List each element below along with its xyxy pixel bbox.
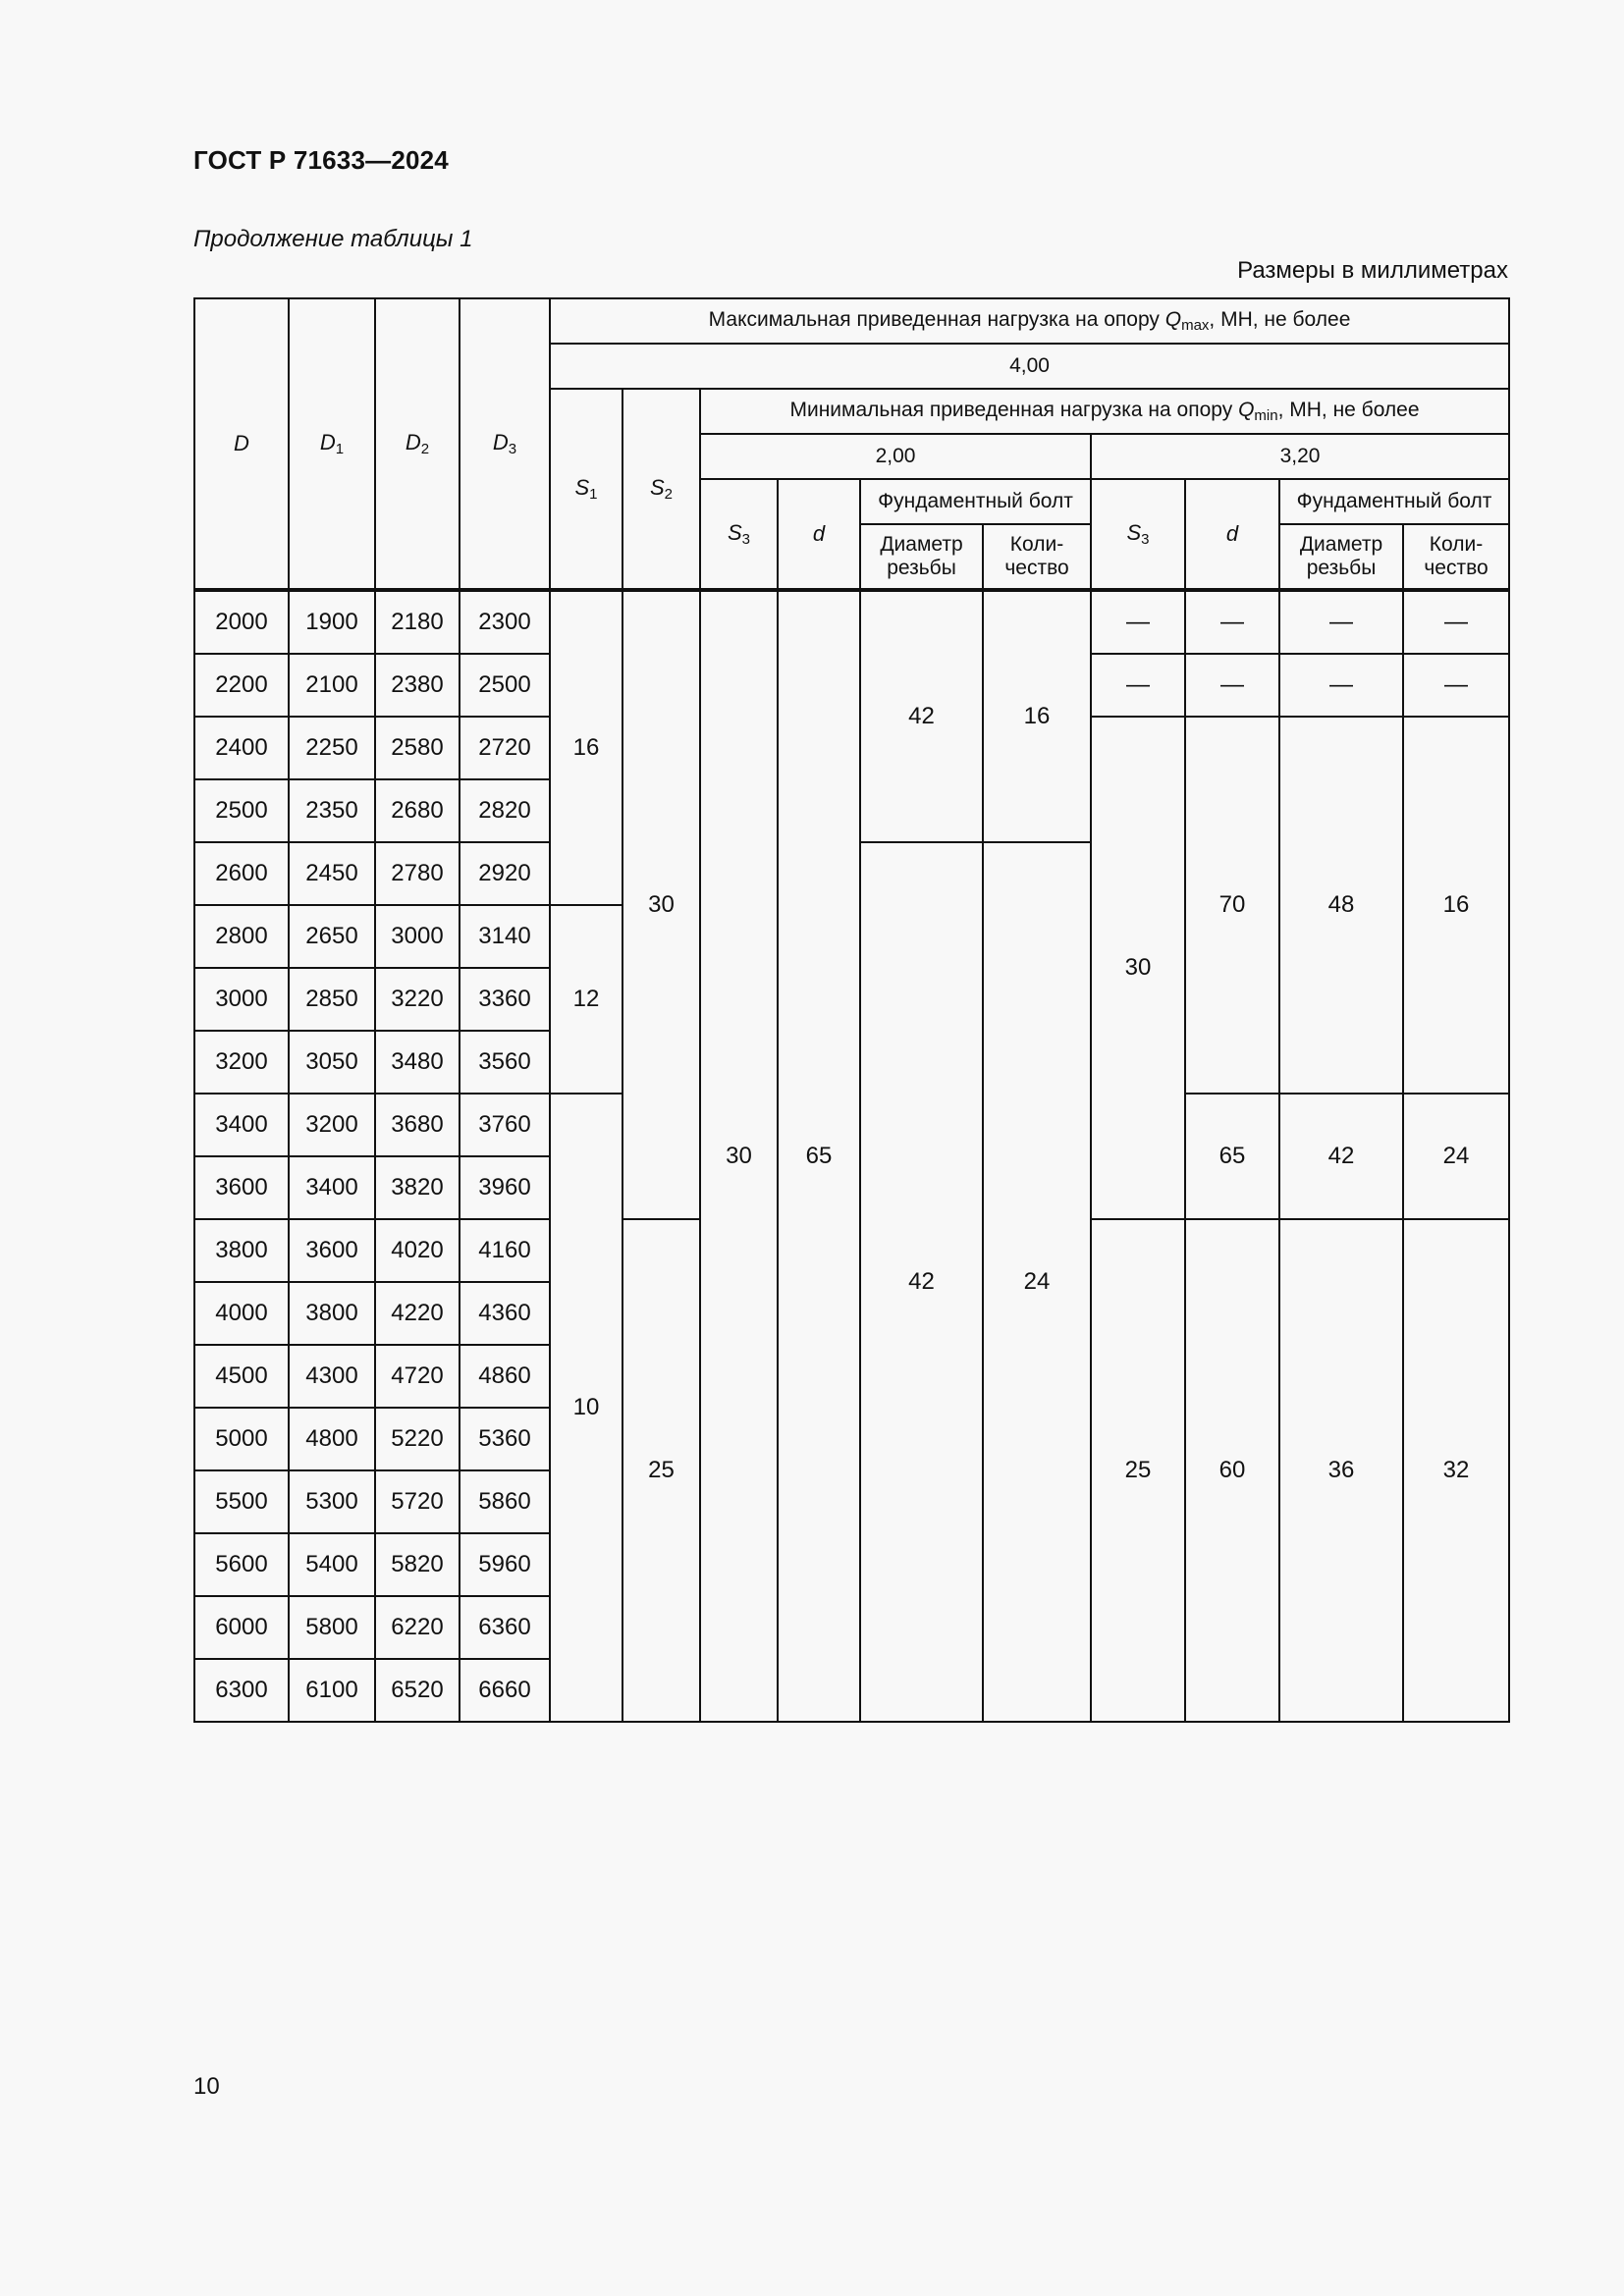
cell-d: 2200 xyxy=(194,654,289,717)
cell-d: 4500 xyxy=(194,1345,289,1408)
cell-s1: 10 xyxy=(550,1094,623,1722)
qmin-value-b: 3,20 xyxy=(1091,434,1509,479)
document-title: ГОСТ Р 71633—2024 xyxy=(193,145,449,175)
cell-thread-320: 36 xyxy=(1279,1219,1403,1722)
dimensions-table xyxy=(193,297,1510,1723)
thread-header-a: Диаметр резьбы xyxy=(860,524,983,590)
cell-d2: 5720 xyxy=(375,1470,460,1533)
cell-d: 4000 xyxy=(194,1282,289,1345)
col-header-d1: $D_1$ xyxy=(289,298,375,590)
table-caption: Продолжение таблицы 1 xyxy=(193,226,473,252)
cell-d2: 5220 xyxy=(375,1408,460,1470)
cell-s3-320: 25 xyxy=(1091,1219,1185,1722)
col-header-d-bolt-a: d xyxy=(778,479,860,590)
cell-d: 5500 xyxy=(194,1470,289,1533)
col-header-s3-b: $S_3$ xyxy=(1091,479,1185,590)
col-header-d-bolt-b: d xyxy=(1185,479,1279,590)
cell-d1: 2650 xyxy=(289,905,375,968)
qmax-header: Максимальная приведенная нагрузка на опору $Q_{max}$, МН, не более xyxy=(550,298,1509,344)
cell-d3: 3560 xyxy=(460,1031,550,1094)
count-header-b: Коли- чество xyxy=(1403,524,1509,590)
cell-d-320: — xyxy=(1185,654,1279,717)
cell-s2: 30 xyxy=(623,590,700,1219)
col-header-s1: $S_1$ xyxy=(550,389,623,590)
cell-d3: 4360 xyxy=(460,1282,550,1345)
cell-s1: 16 xyxy=(550,590,623,905)
cell-d1: 2350 xyxy=(289,779,375,842)
cell-count-200: 16 xyxy=(983,590,1091,842)
cell-count-200: 24 xyxy=(983,842,1091,1722)
cell-d2: 3220 xyxy=(375,968,460,1031)
cell-d1: 6100 xyxy=(289,1659,375,1722)
cell-thread-320: 42 xyxy=(1279,1094,1403,1219)
cell-d2: 3480 xyxy=(375,1031,460,1094)
cell-d1: 3400 xyxy=(289,1156,375,1219)
cell-thread-320: — xyxy=(1279,590,1403,654)
cell-d2: 5820 xyxy=(375,1533,460,1596)
cell-d1: 5800 xyxy=(289,1596,375,1659)
cell-d: 2000 xyxy=(194,590,289,654)
count-header-a: Коли- чество xyxy=(983,524,1091,590)
cell-d: 3600 xyxy=(194,1156,289,1219)
cell-d2: 2580 xyxy=(375,717,460,779)
cell-d-320: — xyxy=(1185,590,1279,654)
bolt-header-a: Фундаментный болт xyxy=(860,479,1091,524)
cell-d-320: 60 xyxy=(1185,1219,1279,1722)
thread-header-b: Диаметр резьбы xyxy=(1279,524,1403,590)
cell-d3: 3960 xyxy=(460,1156,550,1219)
cell-d3: 2300 xyxy=(460,590,550,654)
cell-d: 3400 xyxy=(194,1094,289,1156)
cell-d: 2800 xyxy=(194,905,289,968)
col-header-s2: $S_2$ xyxy=(623,389,700,590)
cell-d2: 2380 xyxy=(375,654,460,717)
cell-d1: 2250 xyxy=(289,717,375,779)
cell-d3: 4160 xyxy=(460,1219,550,1282)
cell-d: 3000 xyxy=(194,968,289,1031)
qmin-header: Минимальная приведенная нагрузка на опору $Q_{min}$, МН, не более xyxy=(700,389,1509,434)
cell-d3: 5360 xyxy=(460,1408,550,1470)
cell-d1: 3800 xyxy=(289,1282,375,1345)
cell-d1: 2850 xyxy=(289,968,375,1031)
cell-d: 6000 xyxy=(194,1596,289,1659)
cell-d1: 3050 xyxy=(289,1031,375,1094)
cell-d1: 4800 xyxy=(289,1408,375,1470)
cell-s3-320: 30 xyxy=(1091,717,1185,1219)
cell-d: 5000 xyxy=(194,1408,289,1470)
cell-d2: 3820 xyxy=(375,1156,460,1219)
cell-d2: 3000 xyxy=(375,905,460,968)
cell-d2: 4020 xyxy=(375,1219,460,1282)
cell-d3: 6360 xyxy=(460,1596,550,1659)
cell-d2: 3680 xyxy=(375,1094,460,1156)
cell-d2: 6220 xyxy=(375,1596,460,1659)
cell-d3: 4860 xyxy=(460,1345,550,1408)
cell-thread-200: 42 xyxy=(860,842,983,1722)
col-header-d3: $D_3$ xyxy=(460,298,550,590)
table-row xyxy=(194,590,1509,654)
cell-thread-320: 48 xyxy=(1279,717,1403,1094)
cell-count-320: — xyxy=(1403,590,1509,654)
cell-d3: 3360 xyxy=(460,968,550,1031)
cell-d3: 2720 xyxy=(460,717,550,779)
cell-d2: 4720 xyxy=(375,1345,460,1408)
cell-d2: 2780 xyxy=(375,842,460,905)
cell-count-320: 32 xyxy=(1403,1219,1509,1722)
cell-thread-320: — xyxy=(1279,654,1403,717)
page-number: 10 xyxy=(193,2073,220,2100)
cell-d: 2400 xyxy=(194,717,289,779)
cell-d-320: 70 xyxy=(1185,717,1279,1094)
cell-d1: 3200 xyxy=(289,1094,375,1156)
cell-d3: 3760 xyxy=(460,1094,550,1156)
cell-d3: 2920 xyxy=(460,842,550,905)
cell-s2: 25 xyxy=(623,1219,700,1722)
cell-d1: 3600 xyxy=(289,1219,375,1282)
cell-d2: 4220 xyxy=(375,1282,460,1345)
cell-d1: 5300 xyxy=(289,1470,375,1533)
cell-d1: 5400 xyxy=(289,1533,375,1596)
cell-count-320: 24 xyxy=(1403,1094,1509,1219)
cell-d3: 3140 xyxy=(460,905,550,968)
cell-count-320: — xyxy=(1403,654,1509,717)
cell-d-320: 65 xyxy=(1185,1094,1279,1219)
cell-d-200: 65 xyxy=(778,590,860,1722)
cell-s1: 12 xyxy=(550,905,623,1094)
cell-d3: 5860 xyxy=(460,1470,550,1533)
cell-s3-200: 30 xyxy=(700,590,778,1722)
bolt-header-b: Фундаментный болт xyxy=(1279,479,1509,524)
cell-d3: 6660 xyxy=(460,1659,550,1722)
cell-d: 3800 xyxy=(194,1219,289,1282)
cell-d: 3200 xyxy=(194,1031,289,1094)
cell-s3-320: — xyxy=(1091,654,1185,717)
cell-d3: 2820 xyxy=(460,779,550,842)
cell-d2: 2180 xyxy=(375,590,460,654)
cell-d: 2500 xyxy=(194,779,289,842)
units-note: Размеры в миллиметрах xyxy=(1237,257,1508,284)
cell-thread-200: 42 xyxy=(860,590,983,842)
col-header-s3-a: $S_3$ xyxy=(700,479,778,590)
cell-d3: 5960 xyxy=(460,1533,550,1596)
col-header-d-outer: D xyxy=(194,298,289,590)
cell-d1: 2450 xyxy=(289,842,375,905)
cell-d: 5600 xyxy=(194,1533,289,1596)
qmin-value-a: 2,00 xyxy=(700,434,1091,479)
cell-d2: 6520 xyxy=(375,1659,460,1722)
cell-d: 6300 xyxy=(194,1659,289,1722)
cell-d1: 2100 xyxy=(289,654,375,717)
cell-d1: 4300 xyxy=(289,1345,375,1408)
cell-d2: 2680 xyxy=(375,779,460,842)
cell-s3-320: — xyxy=(1091,590,1185,654)
col-header-d2: $D_2$ xyxy=(375,298,460,590)
cell-d: 2600 xyxy=(194,842,289,905)
cell-d3: 2500 xyxy=(460,654,550,717)
qmax-value: 4,00 xyxy=(550,344,1509,389)
cell-count-320: 16 xyxy=(1403,717,1509,1094)
cell-d1: 1900 xyxy=(289,590,375,654)
